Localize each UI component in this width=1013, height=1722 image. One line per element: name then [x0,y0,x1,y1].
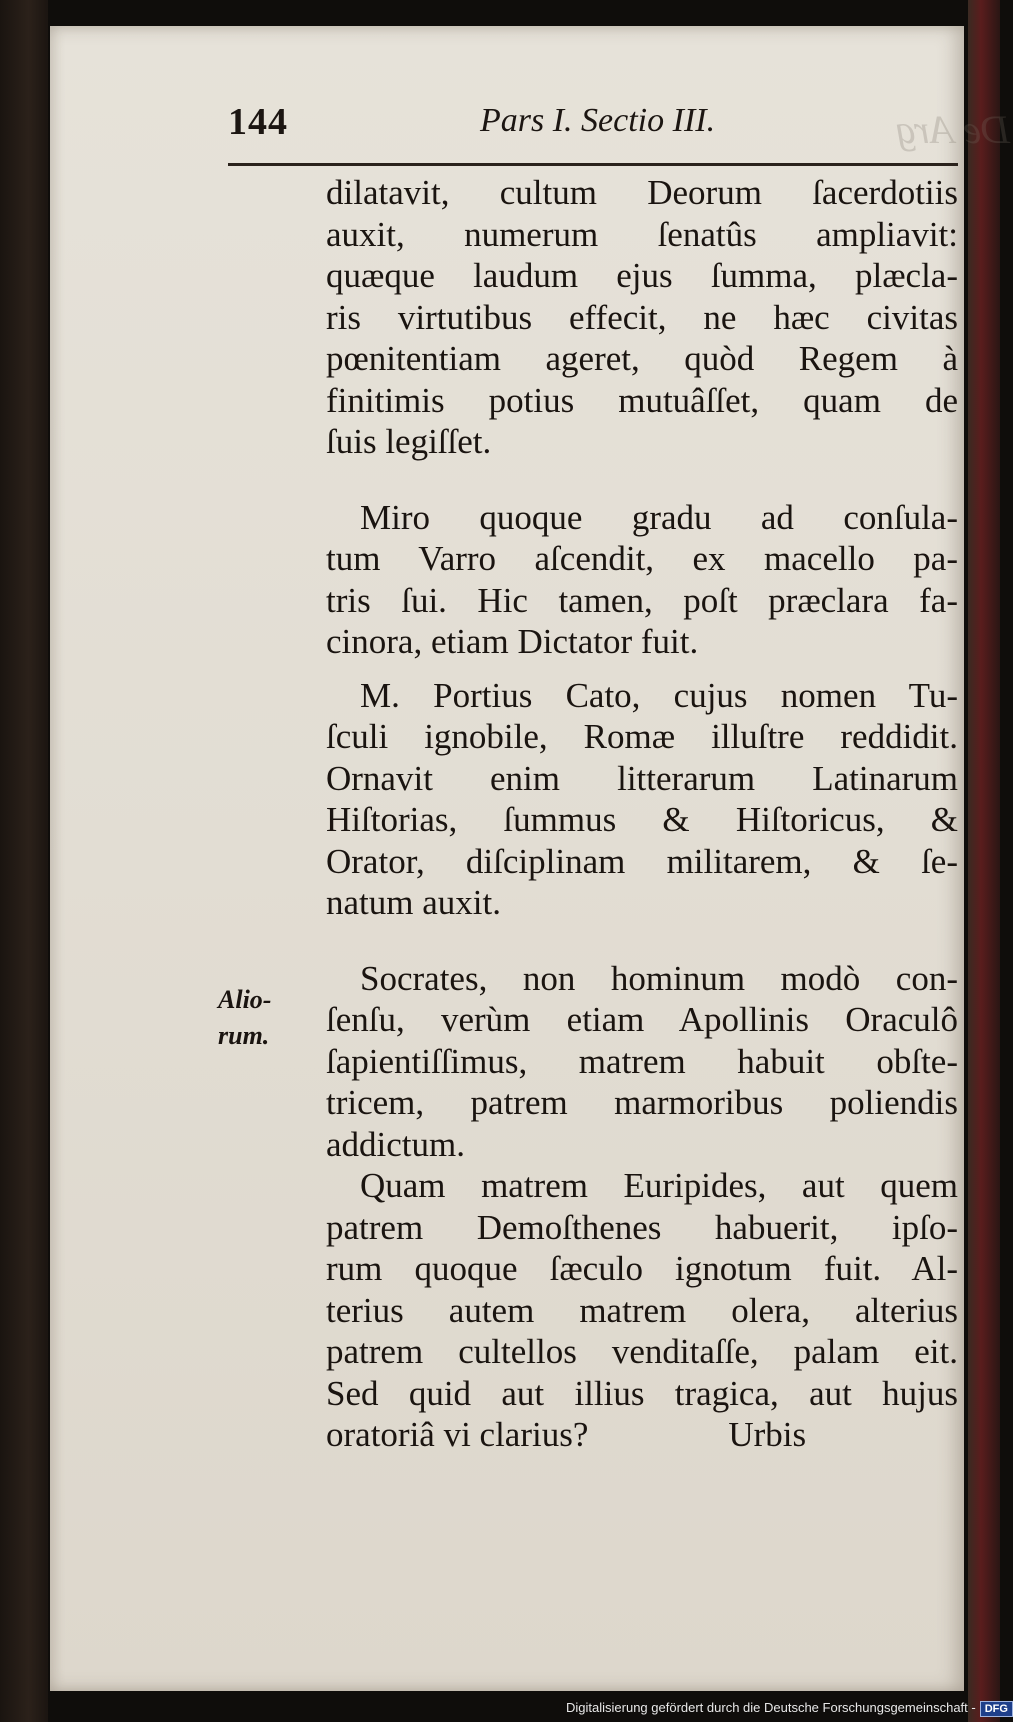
text-line: ſapientiſſimus, matrem habuit obſte- [326,1041,958,1081]
body-text [326,172,958,1456]
text-line: Hiſtorias, ſummus & Hiſtoricus, & [326,800,958,839]
book-edge-left [0,0,48,1722]
digitization-credit [566,1700,1013,1720]
text-line: terius autem matrem olera, alterius [326,1290,958,1330]
text-line: ſuis legiſſet. [326,422,492,461]
text-line: natum auxit. [326,883,501,922]
text-line: Socrates, non hominum modò con- [360,958,958,998]
paragraph-5 [326,1165,958,1456]
text-line: tum Varro aſcendit, ex macello pa- [326,539,958,578]
paragraph-1 [326,172,958,463]
show-through-text: De Arg [895,107,1010,152]
paragraph-2 [326,497,958,663]
text-line: auxit, numerum ſenatûs ampliavit: [326,214,958,254]
text-line: pœnitentiam ageret, quòd Regem à [326,339,958,378]
header-rule [228,163,958,166]
text-line: ris virtutibus effecit, ne hæc civitas [326,297,958,337]
text-line: cinora, etiam Dictator fuit. [326,622,699,661]
dfg-logo: DFG [980,1701,1013,1717]
paragraph-4 [326,958,958,1166]
text-line: Orator, diſciplinam militarem, & ſe- [326,841,958,881]
marginal-note [218,982,318,1054]
text-line: dilatavit, cultum Deorum ſacerdotiis [326,173,958,212]
text-line: finitimis potius mutuâſſet, quam de [326,380,958,420]
text-line: Quam matrem Euripides, aut quem [360,1166,958,1205]
running-head: Pars I. Sectio III. [480,102,716,139]
text-line: addictum. [326,1124,465,1164]
text-line: rum quoque ſæculo ignotum fuit. Al- [326,1249,958,1288]
marginal-note-line: Alio- [218,985,272,1014]
text-line: Sed quid aut illius tragica, aut hujus [326,1373,958,1413]
text-line: patrem Demoſthenes habuerit, ipſo- [326,1207,958,1247]
text-line: ſculi ignobile, Romæ illuſtre reddidit. [326,717,958,756]
text-line: Ornavit enim litterarum Latinarum [326,758,958,798]
page-header [228,100,958,150]
text-line: patrem cultellos venditaſſe, palam eit. [326,1332,958,1371]
paragraph-3 [326,675,958,924]
page-number: 144 [228,101,288,143]
text-line: oratoriâ vi clarius? Urbis [326,1415,807,1454]
text-line: tricem, patrem marmoribus poliendis [326,1083,958,1122]
text-line: quæque laudum ejus ſumma, plæcla- [326,256,958,295]
text-line: Miro quoque gradu ad conſula- [360,497,958,537]
text-line: ſenſu, verùm etiam Apollinis Oraculô [326,1000,958,1039]
text-line: tris ſui. Hic tamen, poſt præclara fa- [326,580,958,620]
text-line: M. Portius Cato, cujus nomen Tu- [360,675,958,715]
marginal-note-line: rum. [218,1021,270,1050]
credit-text: Digitalisierung gefördert durch die Deutsche Forschungsgemeinschaft - [566,1700,976,1715]
